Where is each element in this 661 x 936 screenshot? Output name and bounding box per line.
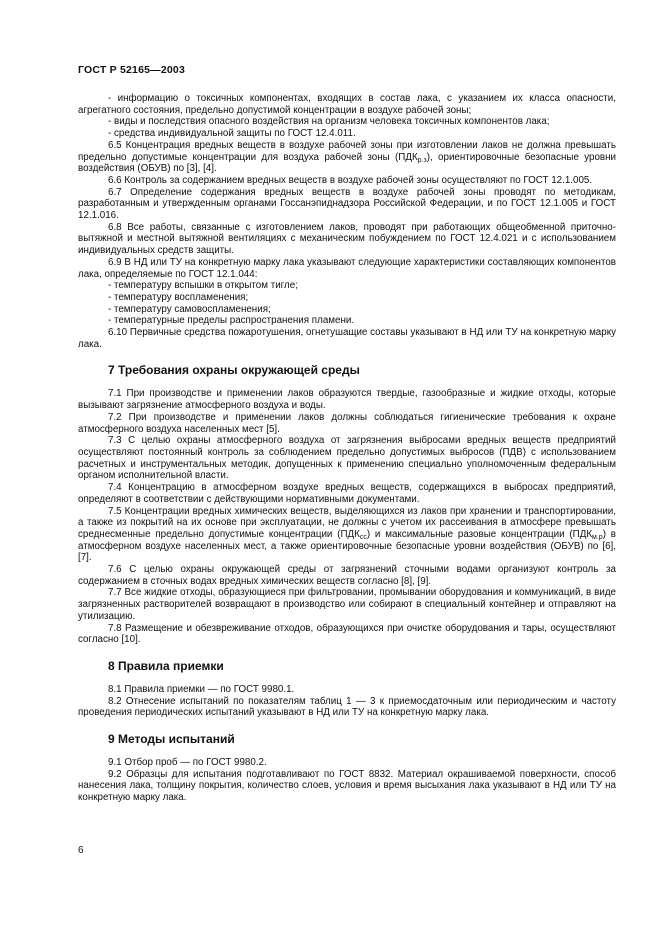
paragraph-6-8: 6.8 Все работы, связанные с изготовлением лаков, проводят при работающих общеобменной приточно-вытяжной и местной вытяжной вентиляциях с механическим побуждением по ГОСТ 12.4.021 и с использованием индивидуальных средств защиты. [78,221,616,257]
section-7-heading: 7 Требования охраны окружающей среды [108,363,360,378]
list-item-flame-limits: - температурные пределы распространения пламени. [108,315,355,327]
page-number: 6 [78,845,84,856]
section-8-heading: 8 Правила приемки [108,658,224,673]
paragraph-8-1: 8.1 Правила приемки — по ГОСТ 9980.1. [108,683,295,695]
paragraph-6-5-subscript: р.з [417,156,427,164]
paragraph-7-5-text-b: ) и максимальные разовые концентрации (ПДК [366,528,593,540]
paragraph-7-6: 7.6 С целью охраны окружающей среды от загрязнений сточными водами организуют контроль за содержанием в сточных водах вредных химических веществ согласно [8], [9]. [78,564,616,587]
section-9-heading: 9 Методы испытаний [108,732,235,747]
document-body [78,93,616,804]
paragraph-7-1: 7.1 При производстве и применении лаков образуются твердые, газообразные и жидкие отходы, которые вызывают загрязнение атмосферного воздуха и воды. [78,388,616,412]
list-item-self-ignition: - температуру самовоспламенения; [108,303,271,315]
paragraph-dash-effects: - виды и последствия опасного воздействия на организм человека токсичных компонентов лака; [108,116,550,128]
paragraph-7-7: 7.7 Все жидкие отходы, образующиеся при фильтровании, промывании оборудования и коммуникаций, в виде загрязненных растворителей возвращают в производство или собирают в специальный контейнер и отправляют на утилизацию. [78,587,616,622]
paragraph-7-2: 7.2 При производстве и применении лаков должны соблюдаться гигиенические требования к охране атмосферного воздуха населенных мест [5]. [78,411,616,435]
paragraph-9-2: 9.2 Образцы для испытания подготавливают по ГОСТ 8832. Материал окрашиваемой поверхности, способ нанесения лака, толщину покрытия, количество слоев, условия и время высыхания лака указывают в НД или ТУ на конкретную марку лака. [78,768,616,804]
paragraph-7-8: 7.8 Размещение и обезвреживание отходов, образующихся при очистке оборудования и тары, осуществляют согласно [10]. [78,622,616,646]
list-item-ignition: - температуру воспламенения; [108,291,249,303]
paragraph-6-5 [78,140,616,175]
paragraph-6-5-text-b: ), ориентировочные безопасные уровни воздействия (ОБУВ) по [3], [4]. [78,151,616,175]
paragraph-7-3: 7.3 С целью охраны атмосферного воздуха от загрязнения выбросами вредных веществ предприятий осуществляют постоянный контроль за соблюдением предельно допустимых выбросов (ПДВ) с использованием расчетных и инструментальных методик, допущенных к применению специально уполномоченным федеральным органом исполнительной власти. [78,435,616,482]
paragraph-6-10: 6.10 Первичные средства пожаротушения, огнетушащие составы указывают в НД или ТУ на конкретную марку лака. [78,327,616,350]
paragraph-8-2: 8.2 Отнесение испытаний по показателям таблиц 1 — 3 к приемосдаточным или периодическим и частоту проведения периодических испытаний указывают в НД или ТУ на конкретную марку лака. [78,695,616,719]
paragraph-6-5-text-a: 6.5 Концентрация вредных веществ в воздухе рабочей зоны при изготовлении лаков не должна превышать предельно допустимые концентрации для воздуха рабочей зоны (ПДК [78,139,616,163]
paragraph-7-5-subscript-cc: сс [359,533,367,541]
document-code-header: ГОСТ Р 52165—2003 [78,64,186,76]
paragraph-9-1: 9.1 Отбор проб — по ГОСТ 9980.2. [108,757,267,769]
paragraph-6-6: 6.6 Контроль за содержанием вредных веществ в воздухе рабочей зоны осуществляют по ГОСТ 12.1.005. [108,174,593,186]
paragraph-dash-toxic-components: - информацию о токсичных компонентах, входящих в состав лака, с указанием их класса опасности, агрегатного состояния, предельно допустимой концентрации в воздухе рабочей зоны; [78,93,616,116]
paragraph-6-7: 6.7 Определение содержания вредных веществ в воздухе рабочей зоны проводят по методикам, разработанным и утвержденным органами Госсанэпиднадзора Российской Федерации, и по ГОСТ 12.1.005 и ГОСТ 12.1.016. [78,186,616,222]
paragraph-7-5-text-a: 7.5 Концентрации вредных химических веществ, выделяющихся из лаков при хранении и транспортировании, а также из покрытий на их основе при эксплуатации, не должны с учетом их рассеивания в атмосфере превышать среднесменные предельно допустимые концентрации (ПДК [78,505,616,540]
list-item-flash-point: - температуру вспышки в открытом тигле; [108,280,298,292]
paragraph-6-9: 6.9 В НД или ТУ на конкретную марку лака указывают следующие характеристики составляющих компонентов лака, определяемые по ГОСТ 12.1.044: [78,256,616,280]
paragraph-7-5 [78,506,616,565]
paragraph-7-4: 7.4 Концентрацию в атмосферном воздухе вредных веществ, содержащихся в выбросах предприятий, определяют в соответствии с действующими нормативными документами. [78,482,616,505]
paragraph-7-5-subscript-mr: м.р [592,533,603,541]
paragraph-dash-protection: - средства индивидуальной защиты по ГОСТ 12.4.011. [108,128,356,140]
paragraph-7-5-text-c: ) в атмосферном воздухе населенных мест, а также ориентировочные безопасные уровни воздействия (ОБУВ) по [6], [7]. [78,528,616,564]
